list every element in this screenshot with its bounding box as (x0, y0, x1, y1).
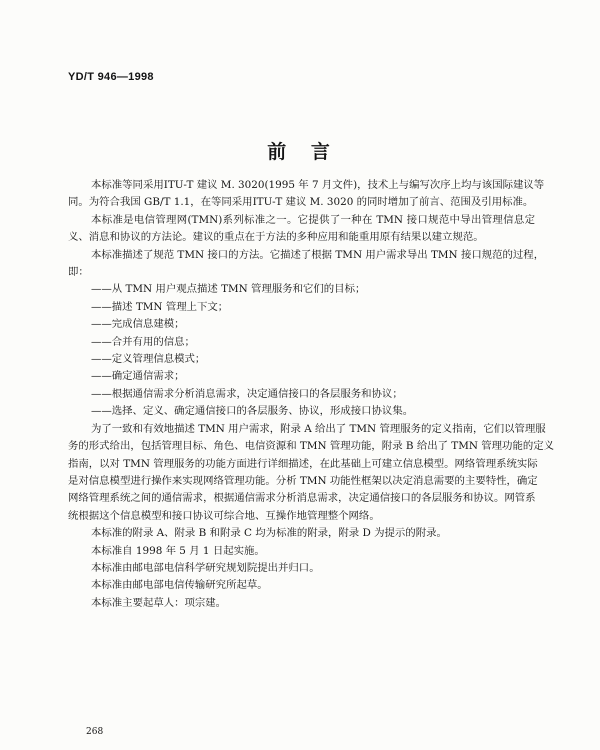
step-item-7: ——根据通信需求分析消息需求，决定通信接口的各层服务和协议； (91, 387, 403, 400)
para-1-line-2: 同。为符合我国 GB/T 1.1，在等同采用ITU-T 建议 M. 3020 的同时增加了前言、范围及引用标准。 (68, 196, 534, 209)
para-1-line-1: 本标准等同采用ITU-T 建议 M. 3020(1995 年 7 月文件)，技术上与编写次序上均与该国际建议等 (91, 179, 545, 191)
drafting-org-statement: 本标准由邮电部电信传输研究所起草。 (91, 579, 268, 592)
standard-code: YD/T 946—1998 (68, 71, 154, 83)
step-item-2: ——描述 TMN 管理上下文； (91, 300, 229, 313)
para-4-line-5: 网络管理系统之间的通信需求，根据通信需求分析消息需求，决定通信接口的各层服务和协议。网管系 (68, 492, 536, 505)
para-3-line-1: 本标准描述了规范 TMN 接口的方法。它描述了根据 TMN 用户需求导出 TMN 接口规范的过程， (91, 248, 545, 261)
para-4-line-2: 务的形式给出，包括管理目标、角色、电信资源和 TMN 管理功能，附录 B 给出了 TMN 管理功能的定义 (68, 440, 555, 453)
step-item-3: ——完成信息建模； (91, 318, 185, 331)
para-2-line-1: 本标准是电信管理网(TMN)系列标准之一。它提供了一种在 TMN 接口规范中导出管理信息定 (91, 213, 535, 226)
preface-body (68, 177, 555, 612)
effective-date: 本标准自 1998 年 5 月 1 日起实施。 (91, 544, 265, 557)
para-3-line-2: 即： (68, 266, 89, 279)
step-item-8: ——选择、定义、确定通信接口的各层服务、协议，形成接口协议集。 (91, 405, 414, 418)
step-item-1: ——从 TMN 用户观点描述 TMN 管理服务和它们的目标； (91, 283, 366, 296)
step-item-4: ——合并有用的信息； (91, 335, 195, 348)
para-4-line-6: 统根据这个信息模型和接口协议可综合地、互操作地管理整个网络。 (68, 509, 380, 522)
proposer-statement: 本标准由邮电部电信科学研究规划院提出并归口。 (91, 561, 320, 574)
para-4-line-3: 指南，以对 TMN 管理服务的功能方面进行详细描述，在此基础上可建立信息模型。网络管理系统实际 (68, 457, 538, 470)
step-item-6: ——确定通信需求； (91, 370, 185, 383)
annex-note: 本标准的附录 A、附录 B 和附录 C 均为标准的附录，附录 D 为提示的附录。 (91, 527, 447, 540)
para-2-line-2: 义、消息和协议的方法论。建议的重点在于方法的多种应用和能重用原有结果以建立规范。 (68, 231, 484, 244)
drafters-statement: 本标准主要起草人：项宗建。 (91, 596, 227, 609)
page-number: 268 (86, 727, 104, 737)
para-4-line-4: 是对信息模型进行操作来实现网络管理功能。分析 TMN 功能性框架以决定消息需要的主要特性，确定 (68, 474, 538, 487)
para-4-line-1: 为了一致和有效地描述 TMN 用户需求，附录 A 给出了 TMN 管理服务的定义指南，它们以管理服 (91, 422, 546, 435)
step-item-5: ——定义管理信息模式； (91, 353, 206, 366)
page-title: 前 言 (267, 141, 333, 163)
